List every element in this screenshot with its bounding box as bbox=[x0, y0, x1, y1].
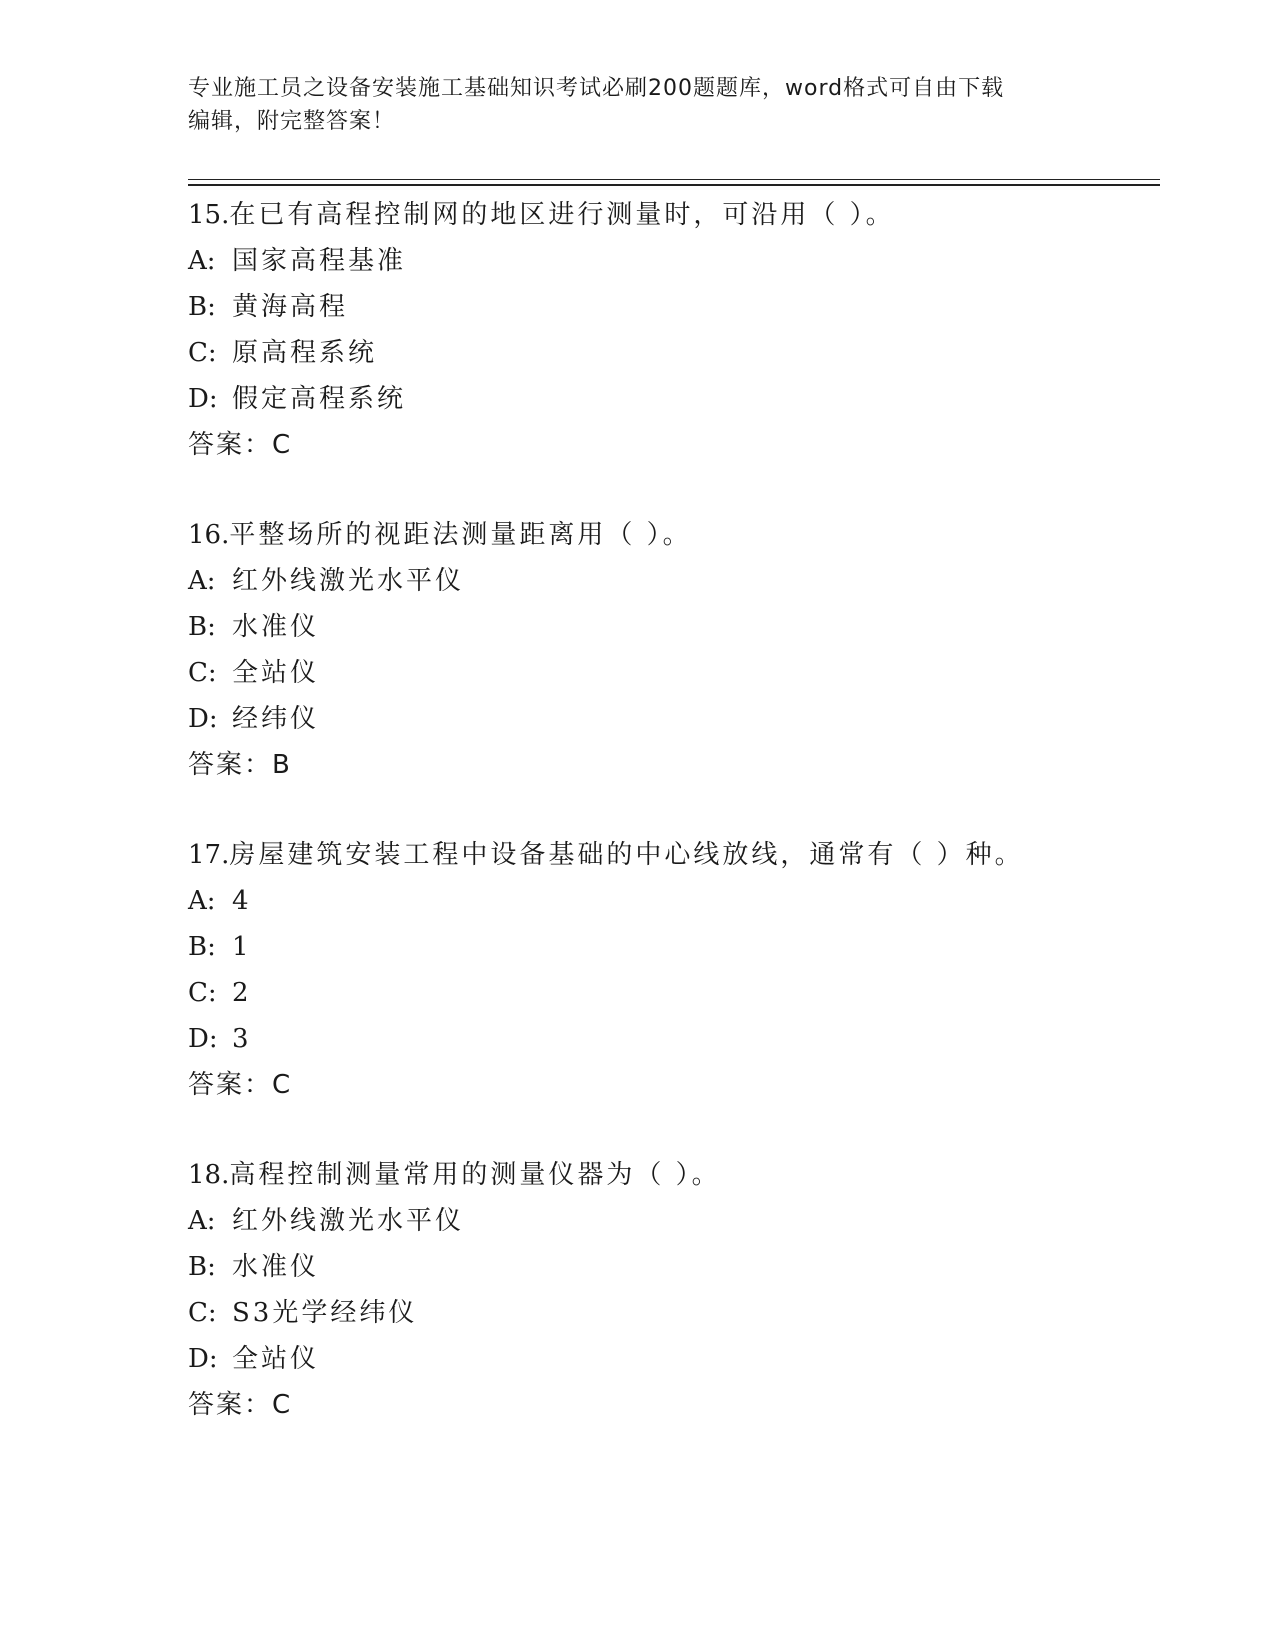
question-17 bbox=[188, 832, 1160, 1108]
option-key: C: bbox=[188, 658, 217, 688]
option-text: 全站仪 bbox=[232, 658, 320, 688]
question-18 bbox=[188, 1152, 1160, 1428]
answer-line: 答案：C bbox=[188, 1390, 293, 1420]
option-key: A: bbox=[188, 1206, 216, 1236]
option-text: 原高程系统 bbox=[232, 338, 378, 368]
option-text: 水准仪 bbox=[232, 1252, 320, 1282]
question-text: 平整场所的视距法测量距离用（ ）。 bbox=[229, 520, 692, 550]
option-d bbox=[188, 1336, 1160, 1382]
option-key: D: bbox=[188, 384, 218, 414]
answer-line: 答案：C bbox=[188, 430, 293, 460]
option-key: D: bbox=[188, 1344, 218, 1374]
option-key: B: bbox=[188, 612, 216, 642]
option-b bbox=[188, 604, 1160, 650]
option-text: 红外线激光水平仪 bbox=[232, 1206, 465, 1236]
question-15 bbox=[188, 192, 1160, 468]
option-a bbox=[188, 878, 1160, 924]
option-key: C: bbox=[188, 1298, 217, 1328]
option-d bbox=[188, 696, 1160, 742]
question-list bbox=[188, 192, 1160, 1472]
header-line-1: 专业施工员之设备安装施工基础知识考试必刷200题题库，word格式可自由下载 bbox=[188, 76, 1005, 101]
question-stem bbox=[188, 512, 1160, 558]
option-d bbox=[188, 1016, 1160, 1062]
option-key: D: bbox=[188, 1024, 218, 1054]
header-line-2: 编辑，附完整答案！ bbox=[188, 109, 396, 134]
question-16 bbox=[188, 512, 1160, 788]
option-a bbox=[188, 558, 1160, 604]
question-text: 在已有高程控制网的地区进行测量时，可沿用（ ）。 bbox=[229, 200, 895, 230]
option-text: 4 bbox=[232, 886, 252, 916]
question-stem bbox=[188, 1152, 1160, 1198]
option-key: A: bbox=[188, 886, 216, 916]
option-a bbox=[188, 1198, 1160, 1244]
option-b bbox=[188, 924, 1160, 970]
option-c bbox=[188, 970, 1160, 1016]
option-text: 经纬仪 bbox=[232, 704, 320, 734]
question-number: 17. bbox=[188, 840, 230, 870]
option-key: A: bbox=[188, 566, 216, 596]
option-key: B: bbox=[188, 932, 216, 962]
option-a bbox=[188, 238, 1160, 284]
answer-line: 答案：B bbox=[188, 750, 292, 780]
question-stem bbox=[188, 832, 1160, 878]
question-number: 15. bbox=[188, 200, 230, 230]
question-number: 16. bbox=[188, 520, 230, 550]
option-text: S3光学经纬仪 bbox=[232, 1298, 418, 1328]
option-text: 国家高程基准 bbox=[232, 246, 407, 276]
option-c bbox=[188, 1290, 1160, 1336]
option-b bbox=[188, 284, 1160, 330]
option-text: 水准仪 bbox=[232, 612, 320, 642]
option-text: 红外线激光水平仪 bbox=[232, 566, 465, 596]
option-key: C: bbox=[188, 338, 217, 368]
option-c bbox=[188, 650, 1160, 696]
header-divider-top bbox=[188, 179, 1160, 180]
option-text: 黄海高程 bbox=[232, 292, 349, 322]
question-number: 18. bbox=[188, 1160, 230, 1190]
option-key: A: bbox=[188, 246, 216, 276]
option-key: D: bbox=[188, 704, 218, 734]
question-stem bbox=[188, 192, 1160, 238]
option-text: 全站仪 bbox=[232, 1344, 320, 1374]
question-text: 房屋建筑安装工程中设备基础的中心线放线，通常有（ ）种。 bbox=[229, 840, 1024, 870]
option-c bbox=[188, 330, 1160, 376]
option-b bbox=[188, 1244, 1160, 1290]
option-key: B: bbox=[188, 1252, 216, 1282]
option-text: 2 bbox=[232, 978, 252, 1008]
document-header bbox=[188, 72, 1088, 138]
question-text: 高程控制测量常用的测量仪器为（ ）。 bbox=[229, 1160, 721, 1190]
answer-line: 答案：C bbox=[188, 1070, 293, 1100]
option-key: C: bbox=[188, 978, 217, 1008]
option-text: 1 bbox=[232, 932, 252, 962]
header-divider-bottom bbox=[188, 184, 1160, 186]
option-text: 假定高程系统 bbox=[232, 384, 407, 414]
option-key: B: bbox=[188, 292, 216, 322]
option-text: 3 bbox=[232, 1024, 252, 1054]
option-d bbox=[188, 376, 1160, 422]
